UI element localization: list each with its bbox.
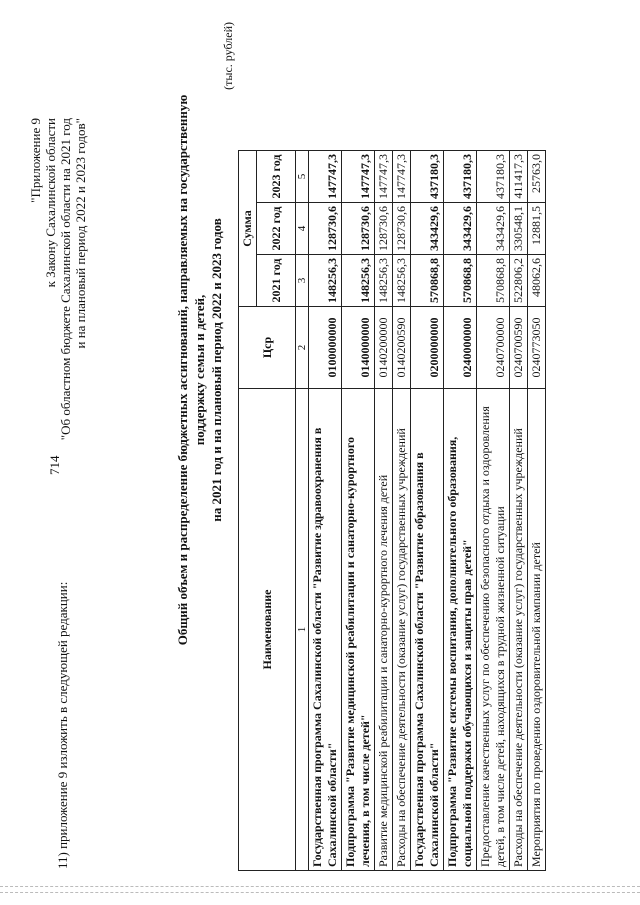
row-csr: 0140200000 xyxy=(375,307,393,389)
title-line: Общий объем и распределение бюджетных ассигнований, направляемых на государственную поддержку семьи и детей, xyxy=(175,94,207,646)
row-name: Предоставление качественных услуг по обеспечению безопасного отдыха и оздоровления детей, в том числе детей, находящихся в трудной жизненной ситуации xyxy=(477,389,510,871)
row-name: Мероприятия по проведению оздоровительной кампании детей xyxy=(528,389,546,871)
header-2023: 2023 год xyxy=(257,151,296,203)
unit-label: (тыс. рублей) xyxy=(221,22,235,90)
table-row xyxy=(528,151,546,871)
intro-text: 11) приложение 9 изложить в следующей редакции: xyxy=(55,581,70,869)
row-csr: 0240700590 xyxy=(510,307,528,389)
row-value-2021: 570868,8 xyxy=(444,255,477,307)
row-value-2023: 147747,3 xyxy=(309,151,342,203)
header-name: Наименование xyxy=(239,389,296,871)
table-row xyxy=(477,151,510,871)
row-value-2023: 437180,3 xyxy=(444,151,477,203)
row-csr: 0200000000 xyxy=(411,307,444,389)
row-value-2023: 25763,0 xyxy=(528,151,546,203)
row-value-2021: 148256,3 xyxy=(342,255,375,307)
row-value-2023: 147747,3 xyxy=(393,151,411,203)
row-value-2021: 148256,3 xyxy=(393,255,411,307)
row-name: Подпрограмма "Развитие медицинской реабилитации и санаторно-курортного лечения, в том числе детей" xyxy=(342,389,375,871)
row-csr: 0240700000 xyxy=(477,307,510,389)
row-csr: 0140200590 xyxy=(393,307,411,389)
header-2022: 2022 год xyxy=(257,203,296,255)
row-value-2022: 128730,6 xyxy=(375,203,393,255)
row-name: Развитие медицинской реабилитации и санаторно-курортного лечения детей xyxy=(375,389,393,871)
row-value-2021: 48062,6 xyxy=(528,255,546,307)
row-value-2022: 128730,6 xyxy=(393,203,411,255)
row-value-2021: 148256,3 xyxy=(375,255,393,307)
row-value-2022: 128730,6 xyxy=(309,203,342,255)
allocation-table xyxy=(238,150,546,871)
appendix-header xyxy=(28,118,88,498)
row-value-2022: 330548,1 xyxy=(510,203,528,255)
row-name: Расходы на обеспечение деятельности (оказание услуг) государственных учреждений xyxy=(510,389,528,871)
row-value-2022: 343429,6 xyxy=(444,203,477,255)
row-value-2021: 148256,3 xyxy=(309,255,342,307)
table-row xyxy=(393,151,411,871)
header-2021: 2021 год xyxy=(257,255,296,307)
appendix-line: "Об областном бюджете Сахалинской области на 2021 год xyxy=(58,118,73,441)
table-row xyxy=(510,151,528,871)
index-cell: 1 xyxy=(296,389,309,871)
row-value-2022: 12881,5 xyxy=(528,203,546,255)
index-cell: 2 xyxy=(296,307,309,389)
row-value-2023: 437180,3 xyxy=(411,151,444,203)
appendix-line: к Закону Сахалинской области xyxy=(43,118,58,288)
margin-line xyxy=(0,886,640,887)
table-row xyxy=(411,151,444,871)
table-row xyxy=(444,151,477,871)
row-value-2022: 343429,6 xyxy=(477,203,510,255)
row-value-2021: 570868,8 xyxy=(411,255,444,307)
row-name: Государственная программа Сахалинской области "Развитие здравоохранения в Сахалинской области" xyxy=(309,389,342,871)
row-value-2022: 128730,6 xyxy=(342,203,375,255)
row-csr: 0140000000 xyxy=(342,307,375,389)
title-line: на 2021 год и на плановый период 2022 и 2023 годов xyxy=(209,218,224,522)
row-name: Подпрограмма "Развитие системы воспитания, дополнительного образования, социальной поддержки обучающихся и защиты прав детей" xyxy=(444,389,477,871)
row-value-2022: 343429,6 xyxy=(411,203,444,255)
row-value-2023: 411417,3 xyxy=(510,151,528,203)
header-sum: Сумма xyxy=(239,151,257,307)
table-row xyxy=(342,151,375,871)
row-value-2023: 437180,3 xyxy=(477,151,510,203)
row-name: Расходы на обеспечение деятельности (оказание услуг) государственных учреждений xyxy=(393,389,411,871)
margin-line xyxy=(0,892,640,893)
row-csr: 0240000000 xyxy=(444,307,477,389)
row-csr: 0240773050 xyxy=(528,307,546,389)
appendix-line: "Приложение 9 xyxy=(28,118,43,203)
index-cell: 3 xyxy=(296,255,309,307)
row-value-2023: 147747,3 xyxy=(342,151,375,203)
index-cell: 5 xyxy=(296,151,309,203)
row-value-2023: 147747,3 xyxy=(375,151,393,203)
row-name: Государственная программа Сахалинской области "Развитие образования в Сахалинской области" xyxy=(411,389,444,871)
header-csr: Цср xyxy=(239,307,296,389)
table-row xyxy=(375,151,393,871)
index-cell: 4 xyxy=(296,203,309,255)
row-value-2021: 522806,2 xyxy=(510,255,528,307)
row-csr: 0100000000 xyxy=(309,307,342,389)
table-row xyxy=(309,151,342,871)
page-number: 714 xyxy=(47,455,62,475)
document-title xyxy=(174,65,225,675)
row-value-2021: 570868,8 xyxy=(477,255,510,307)
appendix-line: и на плановый период 2022 и 2023 годов" xyxy=(73,118,88,349)
